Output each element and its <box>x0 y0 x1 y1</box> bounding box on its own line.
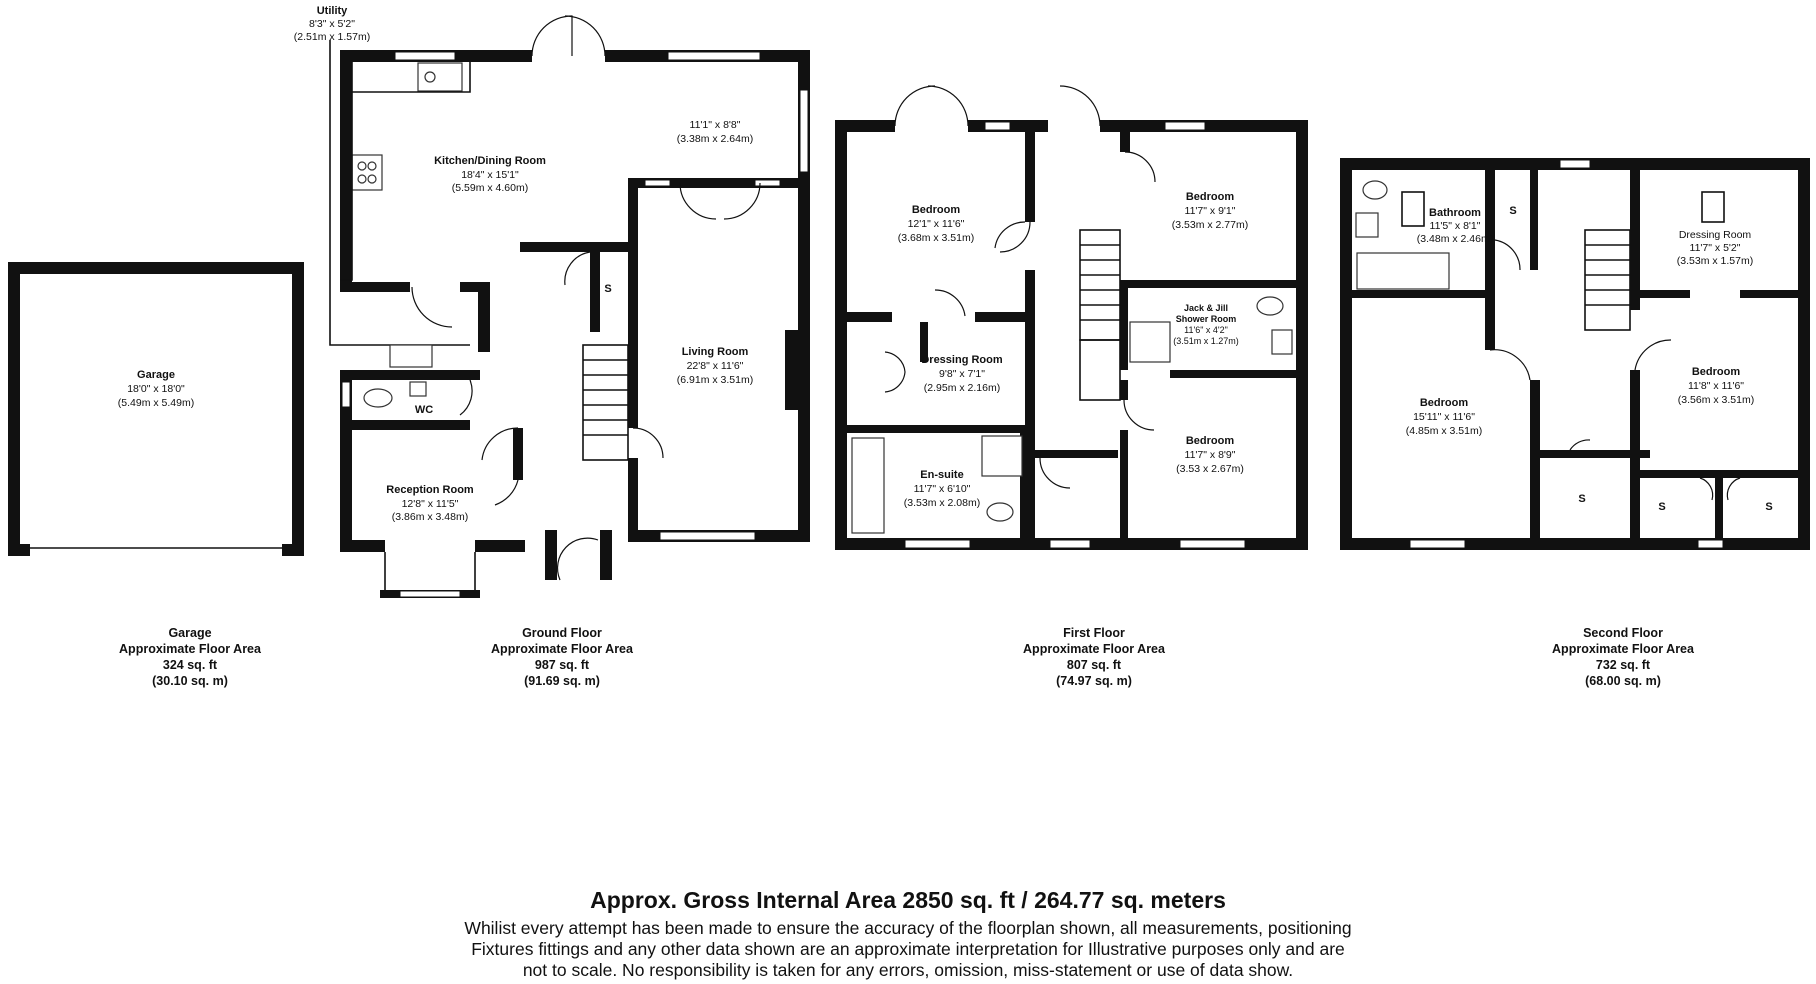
floor-name: Ground Floor <box>522 626 602 640</box>
room-bedroom-3 <box>1176 435 1244 475</box>
room-dim-metric: (3.53m x 2.77m) <box>1171 219 1249 231</box>
disclaimer-line-1: Whilist every attempt has been made to ensure the accuracy of the floorplan shown, all measurements, positioning <box>464 918 1352 938</box>
room-dim-imperial: 11'8" x 11'6" <box>1687 380 1745 392</box>
floor-label-first <box>1023 626 1166 688</box>
room-name: Reception Room <box>386 484 474 496</box>
room-dim-metric: (3.53m x 1.57m) <box>1676 255 1754 267</box>
room-name: Kitchen/Dining Room <box>434 155 546 167</box>
room-name-line-1: Jack & Jill <box>1183 303 1229 313</box>
room-dressing-room-1 <box>921 354 1003 394</box>
room-dim-imperial: 11'7" x 8'9" <box>1184 449 1236 461</box>
room-name: Bathroom <box>1429 207 1481 219</box>
room-dim-imperial: 15'11" x 11'6" <box>1413 411 1475 423</box>
floor-area-sqft: 732 sq. ft <box>1595 658 1651 672</box>
gross-internal-area: Approx. Gross Internal Area 2850 sq. ft / 264.77 sq. meters <box>590 887 1226 913</box>
room-dim-imperial: 11'6" x 4'2" <box>1184 325 1228 335</box>
room-bedroom-5 <box>1678 366 1754 406</box>
room-name: Utility <box>316 5 348 17</box>
room-storage: S <box>604 283 612 295</box>
floor-name: Garage <box>168 626 212 640</box>
room-dim-metric: (3.68m x 3.51m) <box>897 232 975 244</box>
room-name: Bedroom <box>911 204 961 216</box>
room-name: En-suite <box>920 469 964 481</box>
floor-label-garage <box>119 626 262 688</box>
room-garage <box>118 369 194 409</box>
room-dim-imperial: 11'7" x 9'1" <box>1184 205 1236 217</box>
room-dim-metric: (4.85m x 3.51m) <box>1405 425 1483 437</box>
room-bathroom <box>1417 207 1493 245</box>
room-dim-metric: (2.51m x 1.57m) <box>293 31 371 43</box>
floor-area-sqm: (91.69 sq. m) <box>524 674 600 688</box>
floor-area-sqm: (74.97 sq. m) <box>1056 674 1132 688</box>
room-dim-imperial: 8'3" x 5'2" <box>309 18 355 30</box>
room-name: Dressing Room <box>921 354 1003 366</box>
room-jack-jill-shower <box>1173 303 1239 346</box>
room-dim-metric: (2.95m x 2.16m) <box>923 382 1001 394</box>
room-dim-metric: (3.51m x 1.27m) <box>1173 336 1239 346</box>
room-name: Bedroom <box>1691 366 1741 378</box>
room-name: Living Room <box>681 346 749 358</box>
room-dim-imperial: 11'1" x 8'8" <box>689 119 741 131</box>
room-wc: WC <box>414 404 434 416</box>
room-dressing-room-2 <box>1677 229 1753 267</box>
room-bedroom-4 <box>1406 397 1482 437</box>
room-dining-extension <box>677 119 753 145</box>
floor-caption: Approximate Floor Area <box>491 642 633 656</box>
room-dim-metric: (3.48m x 2.46m) <box>1416 233 1494 245</box>
room-bedroom-2 <box>1172 191 1248 231</box>
room-dim-imperial: 12'1" x 11'6" <box>907 218 965 230</box>
first-floor-plan <box>835 86 1308 550</box>
floor-area-sqm: (30.10 sq. m) <box>152 674 228 688</box>
room-storage: S <box>1509 205 1517 217</box>
floor-name: Second Floor <box>1583 626 1663 640</box>
room-dim-imperial: 11'7" x 5'2" <box>1689 242 1741 254</box>
floor-caption: Approximate Floor Area <box>119 642 261 656</box>
room-dim-imperial: 18'0" x 18'0" <box>127 383 185 395</box>
disclaimer-line-2: Fixtures fittings and any other data shown are an approximate interpretation for Illustrative purposes only and are <box>471 939 1345 959</box>
floor-label-ground <box>491 626 634 688</box>
room-dim-imperial: 22'8" x 11'6" <box>686 360 744 372</box>
room-utility <box>294 5 370 43</box>
disclaimer-line-3: not to scale. No responsibility is taken for any errors, omission, miss-statement or use of data show. <box>522 960 1294 980</box>
room-living <box>677 346 753 386</box>
room-en-suite <box>904 469 980 509</box>
floor-area-sqm: (68.00 sq. m) <box>1585 674 1661 688</box>
room-name: Garage <box>137 369 175 381</box>
room-reception <box>386 484 474 523</box>
room-dim-metric: (3.38m x 2.64m) <box>676 133 754 145</box>
room-name-line-2: Shower Room <box>1175 314 1237 324</box>
room-dim-imperial: 18'4" x 15'1" <box>461 169 519 181</box>
floor-area-sqft: 987 sq. ft <box>534 658 590 672</box>
room-dim-metric: (6.91m x 3.51m) <box>676 374 754 386</box>
room-name: Bedroom <box>1185 191 1235 203</box>
room-storage: S <box>1658 501 1666 513</box>
room-dim-imperial: 9'8" x 7'1" <box>939 368 985 380</box>
room-name: Bedroom <box>1185 435 1235 447</box>
room-dim-metric: (3.56m x 3.51m) <box>1677 394 1755 406</box>
room-bedroom-1 <box>898 204 974 244</box>
floor-caption: Approximate Floor Area <box>1023 642 1165 656</box>
room-dim-metric: (3.53m x 2.08m) <box>903 497 981 509</box>
floor-label-second <box>1552 626 1695 688</box>
room-dim-metric: (5.59m x 4.60m) <box>451 182 529 194</box>
room-name: Dressing Room <box>1678 229 1752 241</box>
garage-plan <box>8 262 304 556</box>
room-storage: S <box>1578 493 1586 505</box>
floor-area-sqft: 807 sq. ft <box>1066 658 1122 672</box>
floor-area-sqft: 324 sq. ft <box>162 658 218 672</box>
room-dim-imperial: 12'8" x 11'5" <box>401 498 459 510</box>
floor-caption: Approximate Floor Area <box>1552 642 1694 656</box>
room-kitchen-dining <box>434 155 546 194</box>
room-dim-metric: (3.53 x 2.67m) <box>1176 463 1244 475</box>
room-dim-metric: (5.49m x 5.49m) <box>117 397 195 409</box>
room-dim-metric: (3.86m x 3.48m) <box>391 511 469 523</box>
room-dim-imperial: 11'7" x 6'10" <box>913 483 971 495</box>
second-floor-plan <box>1340 158 1810 550</box>
floor-name: First Floor <box>1063 626 1125 640</box>
room-name: Bedroom <box>1419 397 1469 409</box>
room-storage: S <box>1765 501 1773 513</box>
room-dim-imperial: 11'5" x 8'1" <box>1429 220 1481 232</box>
